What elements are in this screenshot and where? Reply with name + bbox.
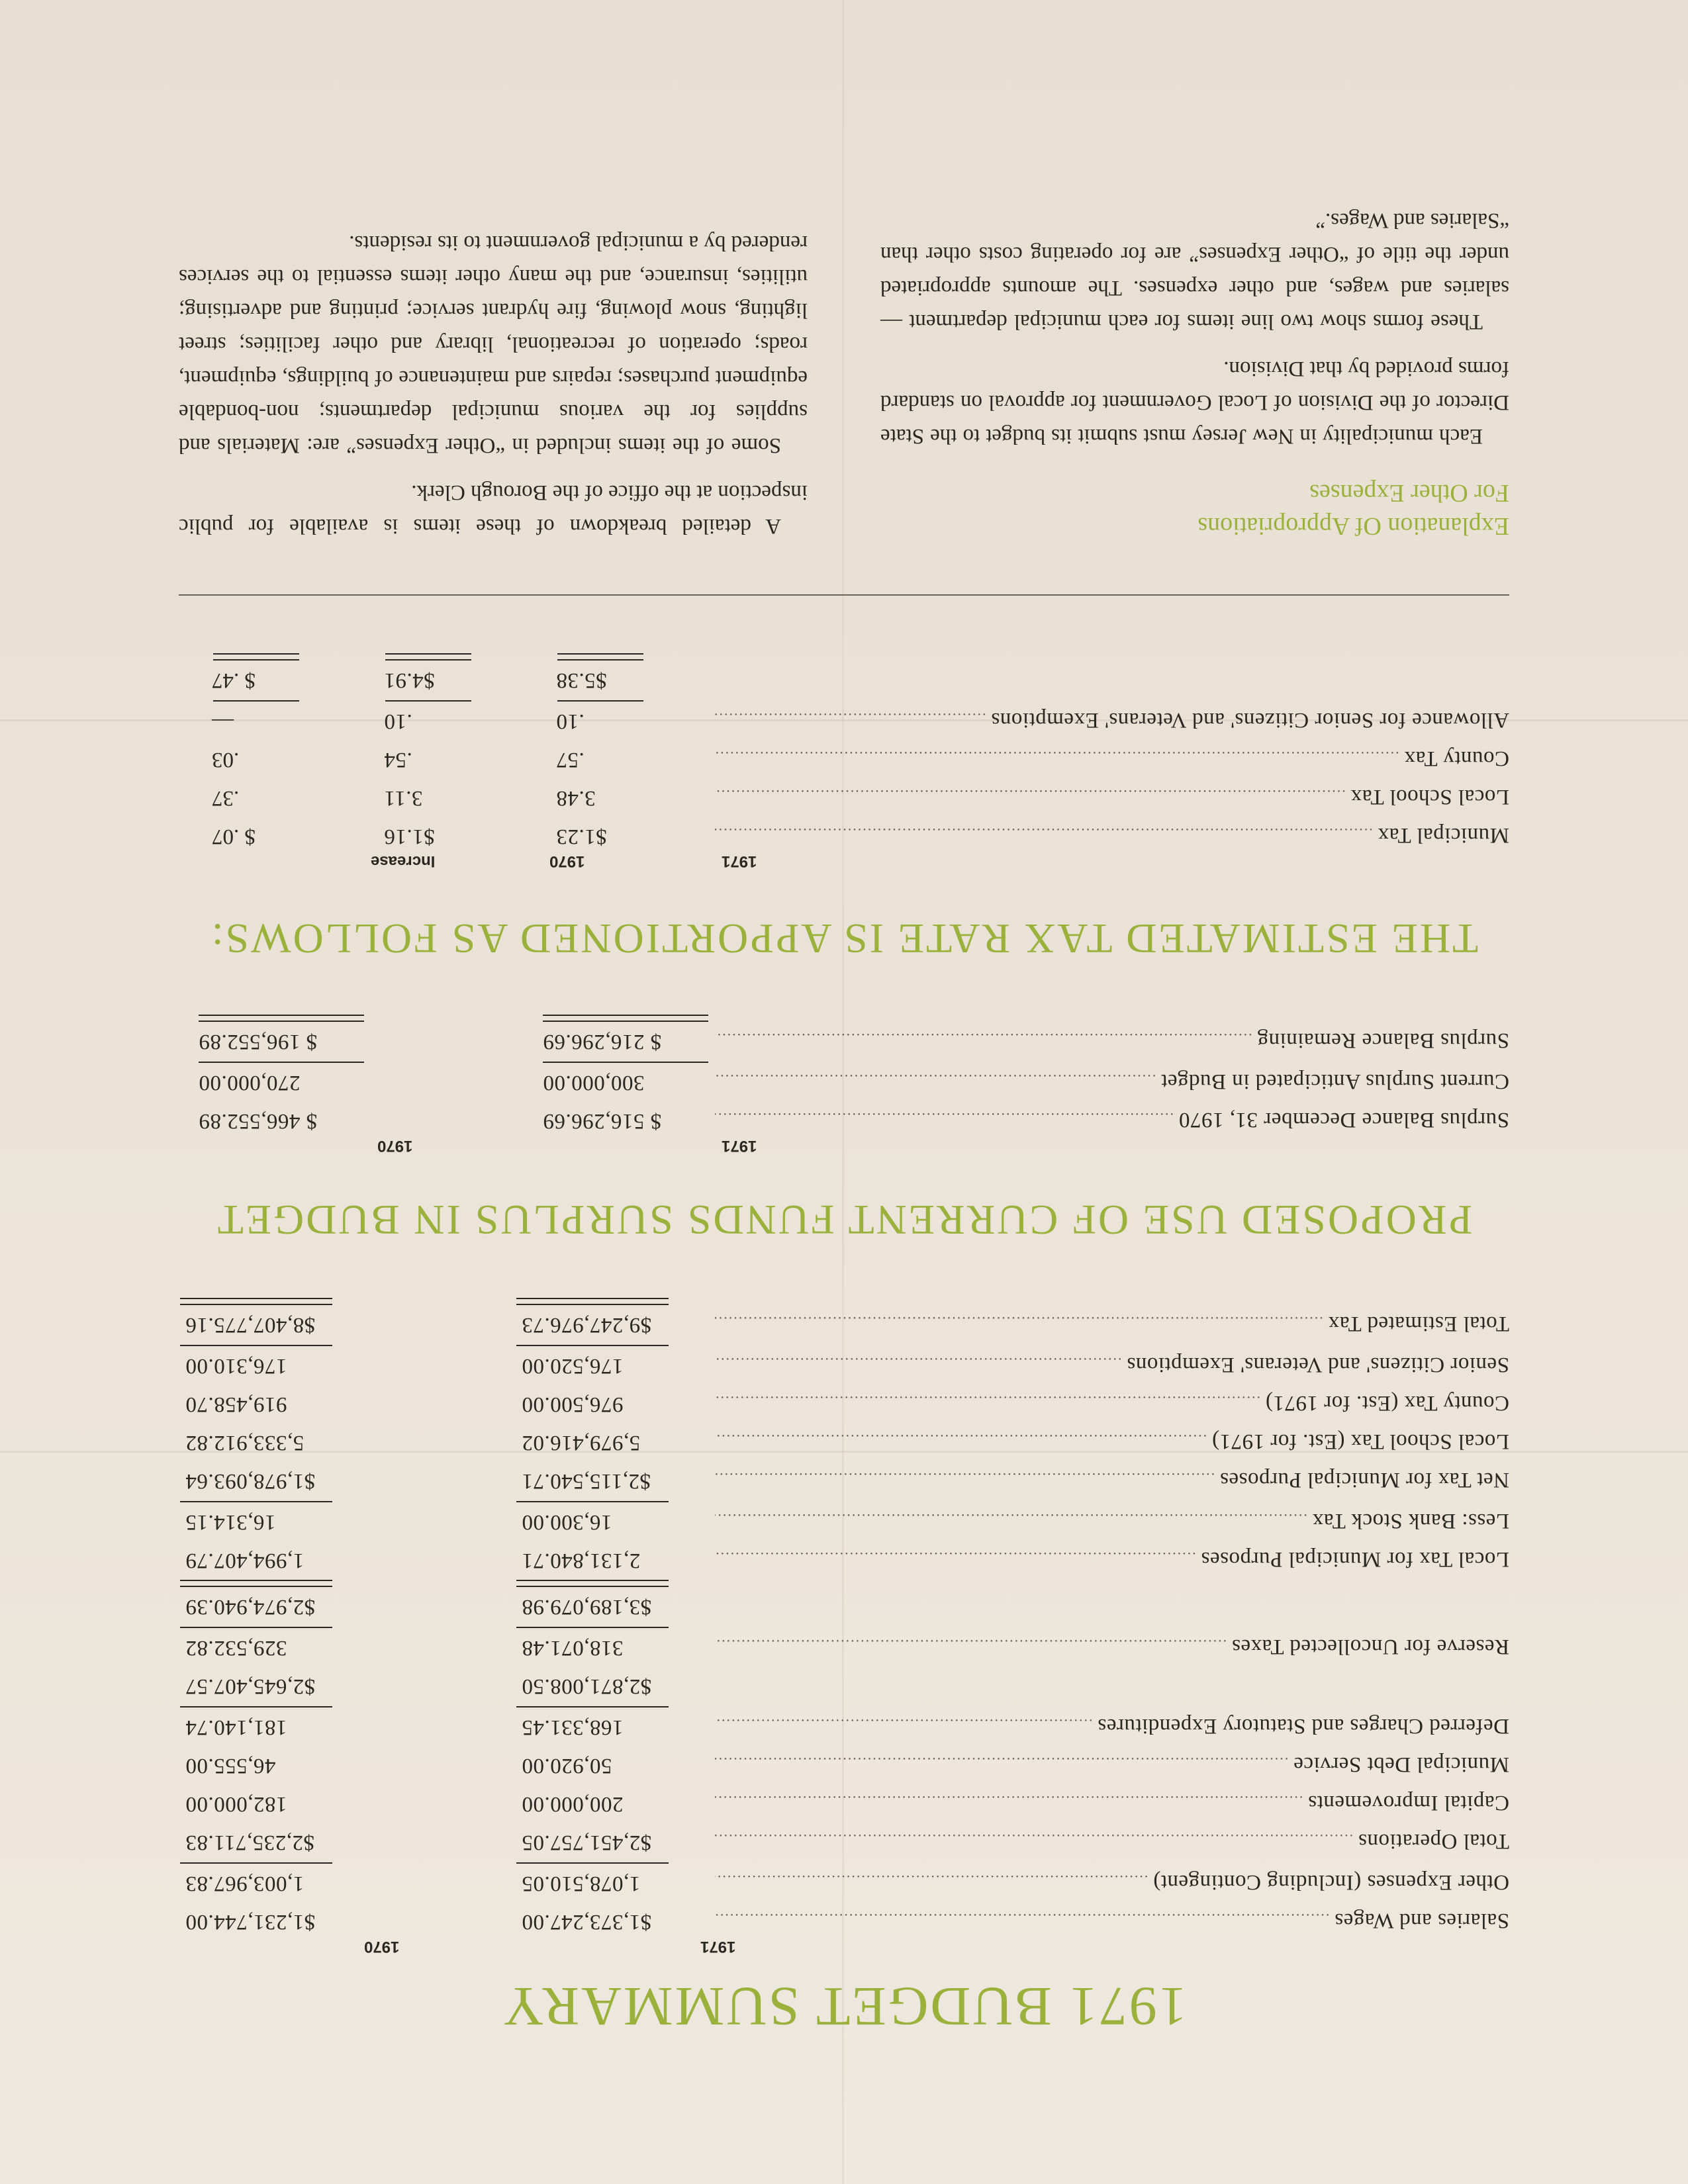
value-1970: $2,645,407.57 <box>185 1674 316 1698</box>
value-increase: $ .07 <box>212 825 256 848</box>
explanation-paragraph: These forms show two line items for each municipal department — salaries and wages, and other expenses. The amounts appropriated under the title of “Other Expenses” are for operating costs other than “Salaries and Wages.” <box>880 208 1509 334</box>
underline <box>516 1706 669 1707</box>
row-label: Capital Improvements ..... <box>715 1790 1509 1815</box>
value-1970: 329,532.82 <box>185 1636 287 1660</box>
value-1971: 2,131,840.71 <box>522 1549 641 1572</box>
underline <box>543 1062 708 1063</box>
row-label: Net Tax for Municipal Purposes ..... <box>715 1467 1509 1492</box>
row-label: Current Surplus Anticipated in Budget ..... <box>715 1069 1509 1093</box>
surplus-row <box>179 1019 1509 1058</box>
value-increase: .03 <box>212 748 240 772</box>
row-label: Total Estimated Tax ..... <box>715 1311 1509 1336</box>
explanation-paragraph: Each municipality in New Jersey must submit its budget to the State Director of the Division of Local Government for approval on standard forms provided by that Division. <box>880 357 1509 448</box>
underline <box>180 1627 332 1628</box>
value-1971: $ 516,296.69 <box>543 1109 662 1133</box>
value-1970: 270,000.00 <box>199 1071 301 1095</box>
tax-rate-heading: THE ESTIMATED TAX RATE IS APPORTIONED AS FOLLOWS: <box>209 915 1479 962</box>
tax-rate-row <box>179 737 1509 776</box>
underline <box>516 1627 669 1628</box>
double-underline <box>516 1580 669 1587</box>
value-1971: .57 <box>556 748 585 772</box>
row-label: Municipal Debt Service ..... <box>715 1752 1509 1776</box>
underline <box>516 1501 669 1502</box>
value-1971: $9,247,976.73 <box>522 1313 652 1337</box>
summary-row <box>179 1459 1509 1497</box>
underline <box>213 700 299 702</box>
page-title: 1971 BUDGET SUMMARY <box>501 1976 1187 2037</box>
tax-rate-row <box>179 814 1509 852</box>
summary-row <box>179 1664 1509 1702</box>
value-increase: .37 <box>212 786 240 810</box>
summary-row <box>179 1500 1509 1538</box>
surplus-heading: PROPOSED USE OF CURRENT FUNDS SURPLUS IN BUDGET <box>215 1197 1473 1244</box>
summary-row <box>179 1820 1509 1858</box>
value-1970: $ 196,552.89 <box>199 1030 318 1054</box>
summary-row <box>179 1743 1509 1782</box>
value-1970: $4.91 <box>384 668 435 692</box>
row-label: Reserve for Uncollected Taxes ..... <box>715 1634 1509 1659</box>
value-1970: $1,978,093.64 <box>185 1469 316 1493</box>
tax-rate-row <box>179 699 1509 737</box>
value-1970: 1,003,967.83 <box>185 1872 305 1895</box>
value-1971: 200,000.00 <box>522 1792 624 1816</box>
double-underline <box>516 1298 669 1305</box>
value-1970: $ 466,552.89 <box>199 1109 318 1133</box>
value-1970: 5,333,912.82 <box>185 1431 305 1455</box>
double-underline <box>180 1580 332 1587</box>
value-1971: .10 <box>556 709 585 733</box>
value-1970: 1,994,407.79 <box>185 1549 305 1572</box>
summary-row <box>179 1625 1509 1664</box>
value-1971: $5.38 <box>556 668 607 692</box>
row-label: Local School Tax ..... <box>715 784 1509 809</box>
summary-row <box>179 1382 1509 1420</box>
row-label: Salaries and Wages ..... <box>715 1908 1509 1933</box>
underline <box>385 700 471 702</box>
summary-row <box>179 1343 1509 1382</box>
value-1970: 181,140.74 <box>185 1715 287 1739</box>
summary-row <box>179 1584 1509 1623</box>
value-1970: $1,231,744.00 <box>185 1910 316 1934</box>
underline <box>180 1862 332 1864</box>
row-label: Municipal Tax ..... <box>715 823 1509 847</box>
value-1971: $3,189,079.98 <box>522 1595 652 1619</box>
row-label: Surplus Balance Remaining ..... <box>715 1028 1509 1052</box>
value-1971: 3.48 <box>556 786 596 810</box>
col-header-1971: 1971 <box>722 852 757 870</box>
double-underline <box>213 653 299 660</box>
underline <box>557 700 643 702</box>
summary-row <box>179 1899 1509 1938</box>
value-1971: 50,920.00 <box>522 1754 612 1778</box>
row-label: Local Tax for Municipal Purposes ..... <box>715 1547 1509 1571</box>
row-label: County Tax (Est. for 1971) ..... <box>715 1390 1509 1415</box>
explanation-column-right <box>179 212 808 543</box>
explanation-heading <box>880 477 1509 543</box>
row-label: Other Expenses (Including Contingent) ..... <box>715 1870 1509 1894</box>
double-underline <box>543 1015 708 1022</box>
value-1971: 300,000.00 <box>543 1071 645 1095</box>
col-header-1970: 1970 <box>364 1938 400 1956</box>
summary-row <box>179 1705 1509 1743</box>
value-1971: 168,331.45 <box>522 1715 624 1739</box>
underline <box>180 1501 332 1502</box>
surplus-row <box>179 1099 1509 1137</box>
underline <box>180 1706 332 1707</box>
col-header-1970: 1970 <box>549 852 585 870</box>
surplus-row <box>179 1060 1509 1099</box>
value-1970: $2,235,711.83 <box>185 1831 315 1854</box>
summary-row <box>179 1420 1509 1459</box>
value-1970: 919,458.70 <box>185 1392 287 1416</box>
row-label: Less: Bank Stock Tax ..... <box>715 1508 1509 1533</box>
explanation-heading-line1: Explanation Of Appropriations <box>1197 512 1509 540</box>
value-1970: $2,974,940.39 <box>185 1595 316 1619</box>
value-1971: 16,300.00 <box>522 1510 612 1534</box>
value-1971: 318,071.48 <box>522 1636 624 1660</box>
value-1970: 176,310.00 <box>185 1354 287 1378</box>
value-1971: 5,979,416.02 <box>522 1431 641 1455</box>
col-header-1970: 1970 <box>377 1137 413 1155</box>
value-1970: 182,000.00 <box>185 1792 287 1816</box>
explanation-paragraph: A detailed breakdown of these items is available for public inspection at the office of the Borough Clerk. <box>179 480 808 538</box>
summary-row <box>179 1782 1509 1820</box>
underline <box>516 1862 669 1864</box>
value-1971: $1.23 <box>556 825 607 848</box>
explanation-column-left <box>880 190 1509 543</box>
row-label: County Tax ..... <box>715 746 1509 770</box>
summary-row <box>179 1861 1509 1899</box>
underline <box>516 1345 669 1346</box>
value-increase: — <box>212 709 234 733</box>
value-1970: 16,314.15 <box>185 1510 276 1534</box>
row-label: Allowance for Senior Citizens' and Veterans' Exemptions ..... <box>715 707 1509 732</box>
value-1971: 176,520.00 <box>522 1354 624 1378</box>
underline <box>199 1062 364 1063</box>
value-1971: 1,078,510.05 <box>522 1872 641 1895</box>
value-increase: $ .47 <box>212 668 256 692</box>
tax-rate-row <box>179 658 1509 696</box>
row-label: Local School Tax (Est. for 1971) ..... <box>715 1429 1509 1453</box>
col-header-increase: Increase <box>371 852 436 870</box>
row-label: Deferred Charges and Statutory Expenditures ..... <box>715 1713 1509 1738</box>
value-1971: 976,500.00 <box>522 1392 624 1416</box>
tax-rate-row <box>179 776 1509 814</box>
value-1971: $2,115,540.71 <box>522 1469 651 1493</box>
value-1971: $2,451,757.05 <box>522 1831 652 1854</box>
double-underline <box>199 1015 364 1022</box>
explanation-heading-line2: For Other Expenses <box>1309 479 1509 507</box>
summary-row <box>179 1302 1509 1341</box>
row-label: Total Operations ..... <box>715 1829 1509 1853</box>
value-1970: 3.11 <box>384 786 423 810</box>
row-label: Surplus Balance December 31, 1970 ..... <box>715 1107 1509 1132</box>
value-1970: 46,555.00 <box>185 1754 276 1778</box>
summary-row <box>179 1538 1509 1576</box>
underline <box>180 1345 332 1346</box>
value-1970: $1.16 <box>384 825 435 848</box>
value-1971: $ 216,296.69 <box>543 1030 662 1054</box>
double-underline <box>385 653 471 660</box>
explanation-paragraph: Some of the items included in “Other Expenses” are: Materials and supplies for the various municipal departments; non-bondable equipment purchases; repairs and maintenance of buildings, equipment, roads; operation of recreational, library and other facilities; street lighting, snow plowing, fire hydrant service; printing and advertising; utilities, insurance, and the many other items essential to the services rendered by a municipal government to its residents. <box>179 231 808 457</box>
value-1970: $8,407,775.16 <box>185 1313 316 1337</box>
double-underline <box>180 1298 332 1305</box>
row-label: Senior Citizens' and Veterans' Exemptions ..... <box>715 1352 1509 1377</box>
col-header-1971: 1971 <box>700 1938 736 1956</box>
col-header-1971: 1971 <box>722 1137 757 1155</box>
value-1970: .10 <box>384 709 412 733</box>
value-1970: .54 <box>384 748 412 772</box>
double-underline <box>557 653 643 660</box>
value-1971: $1,373,247.00 <box>522 1910 652 1934</box>
value-1971: $2,871,008.50 <box>522 1674 652 1698</box>
section-divider <box>179 594 1509 596</box>
